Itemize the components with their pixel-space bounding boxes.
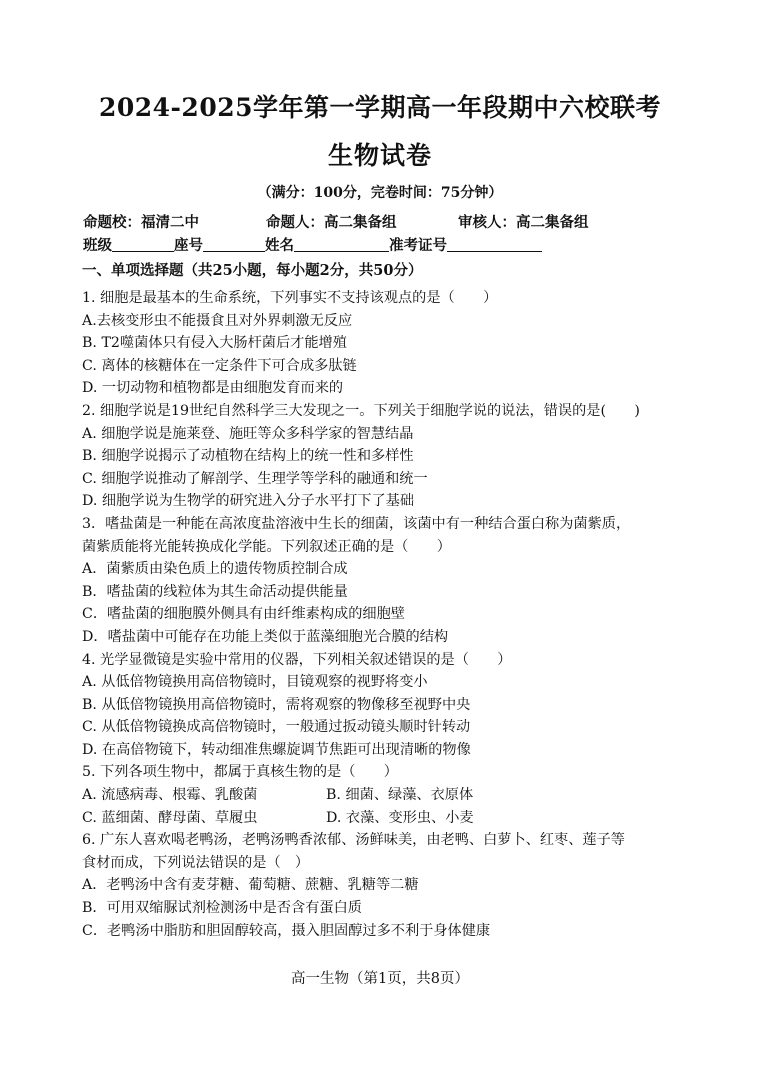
- page-footer: 高一生物（第1页，共8页）: [291, 971, 469, 987]
- option-d: D. 在高倍物镜下，转动细准焦螺旋调节焦距可出现清晰的物像: [82, 741, 471, 758]
- option-row: [82, 807, 682, 830]
- seat-label: 座号: [174, 237, 203, 254]
- option-d: D. 一切动物和植物都是由细胞发育而来的: [82, 380, 344, 397]
- option-d: D. 衣藻、变形虫、小麦: [326, 809, 474, 826]
- question-stem: 4. 光学显微镜是实验中常用的仪器，下列相关叙述错误的是（ ）: [82, 651, 512, 668]
- option-b: B. 细胞学说揭示了动植物在结构上的统一性和多样性: [82, 448, 414, 465]
- name-label: 姓名: [265, 237, 294, 254]
- question-4: [82, 649, 682, 762]
- question-1: [82, 287, 682, 400]
- question-stem: 5. 下列各项生物中，都属于真核生物的是（ ）: [82, 764, 398, 781]
- class-label: 班级: [83, 237, 112, 254]
- author-label: 命题人：高二集备组: [266, 214, 397, 231]
- exam-no-blank[interactable]: [447, 237, 542, 252]
- option-a: A.去核变形虫不能摄食且对外界刺激无反应: [82, 312, 353, 329]
- student-info-fields: [83, 234, 542, 255]
- option-b: B．嗜盐菌的线粒体为其生命活动提供能量: [82, 583, 348, 600]
- school-label: 命题校：福清二中: [83, 214, 199, 231]
- option-a: A．菌紫质由染色质上的遗传物质控制合成: [82, 561, 348, 578]
- option-d: D．嗜盐菌中可能存在功能上类似于蓝藻细胞光合膜的结构: [82, 628, 449, 645]
- option-c: C. 离体的核糖体在一定条件下可合成多肽链: [82, 357, 357, 374]
- reviewer-label: 审核人：高二集备组: [458, 214, 589, 231]
- option-row: [82, 784, 682, 807]
- option-a: A. 流感病毒、根霉、乳酸菌: [82, 787, 258, 804]
- question-2: [82, 400, 682, 513]
- class-blank[interactable]: [112, 237, 174, 252]
- name-blank[interactable]: [294, 237, 389, 252]
- option-c: C. 从低倍物镜换成高倍物镜时，一般通过扳动镜头顺时针转动: [82, 719, 471, 736]
- option-b: B. T2噬菌体只有侵入大肠杆菌后才能增殖: [82, 335, 347, 352]
- option-a: A. 细胞学说是施莱登、施旺等众多科学家的智慧结晶: [82, 425, 414, 442]
- question-stem-cont: 菌紫质能将光能转换成化学能。下列叙述正确的是（ ）: [82, 538, 451, 555]
- option-a: A. 从低倍物镜换用高倍物镜时，目镜观察的视野将变小: [82, 674, 428, 691]
- section-heading: 一、单项选择题（共25小题，每小题2分，共50分）: [82, 262, 423, 279]
- exam-title: 2024-2025学年第一学期高一年段期中六校联考: [98, 93, 662, 122]
- question-6: [82, 829, 682, 942]
- question-stem: 6. 广东人喜欢喝老鸭汤，老鸭汤鸭香浓郁、汤鲜味美，由老鸭、白萝卜、红枣、莲子等: [82, 832, 625, 849]
- score-info: （满分：100分，完卷时间：75分钟）: [257, 185, 503, 201]
- option-c: C. 蓝细菌、酵母菌、草履虫: [82, 809, 258, 826]
- seat-blank[interactable]: [203, 237, 265, 252]
- option-b: B．可用双缩脲试剂检测汤中是否含有蛋白质: [82, 900, 362, 917]
- question-stem: 3．嗜盐菌是一种能在高浓度盐溶液中生长的细菌，该菌中有一种结合蛋白称为菌紫质，: [82, 515, 631, 532]
- option-c: C．嗜盐菌的细胞膜外侧具有由纤维素构成的细胞壁: [82, 606, 405, 623]
- question-3: [82, 513, 682, 649]
- option-c: C. 细胞学说推动了解剖学、生理学等学科的融通和统一: [82, 470, 428, 487]
- question-stem-cont: 食材而成，下列说法错误的是（ ）: [82, 854, 310, 871]
- question-stem: 1. 细胞是最基本的生命系统，下列事实不支持该观点的是（ ）: [82, 290, 498, 306]
- option-b: B. 从低倍物镜换用高倍物镜时，需将观察的物像移至视野中央: [82, 696, 471, 713]
- option-d: D. 细胞学说为生物学的研究进入分子水平打下了基础: [82, 493, 415, 510]
- option-b: B. 细菌、绿藻、衣原体: [326, 787, 474, 804]
- exam-no-label: 准考证号: [389, 237, 447, 254]
- question-stem: 2. 细胞学说是19世纪自然科学三大发现之一。下列关于细胞学说的说法，错误的是( ): [82, 402, 640, 419]
- option-c: C．老鸭汤中脂肪和胆固醇较高，摄入胆固醇过多不利于身体健康: [82, 922, 491, 939]
- questions-area: [82, 260, 682, 942]
- exam-subtitle: 生物试卷: [327, 141, 432, 170]
- question-5: [82, 761, 682, 829]
- option-a: A．老鸭汤中含有麦芽糖、葡萄糖、蔗糖、乳糖等二糖: [82, 877, 419, 894]
